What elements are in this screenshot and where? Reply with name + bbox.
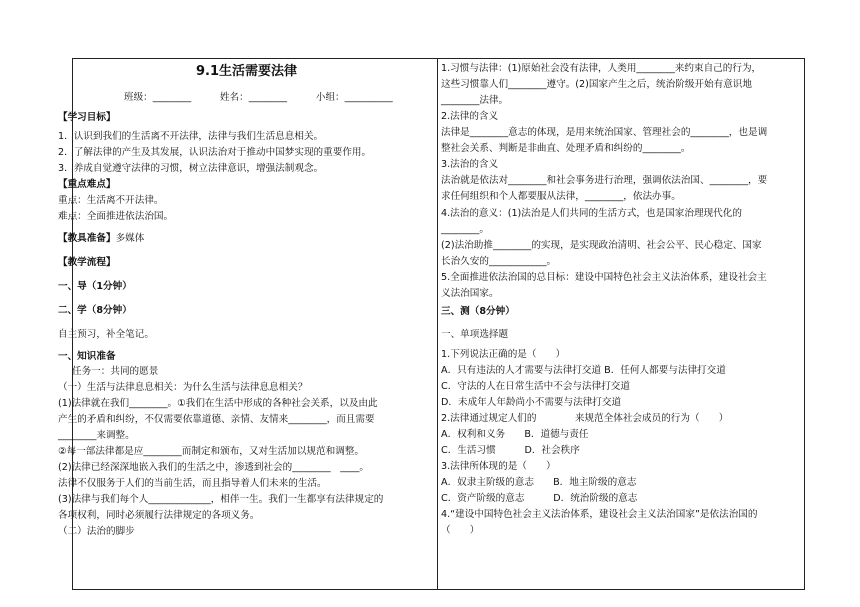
question-line: C．资产阶级的意志 D．统治阶级的意志 (441, 493, 638, 504)
right-text-line: ________。 (441, 224, 489, 235)
question-line: 3.法律所体现的是（ ） (441, 461, 556, 472)
question-line: A．只有违法的人才需要与法律打交道 B．任何人都要与法律打交道 (441, 365, 726, 376)
left-text-line: （二）法治的脚步 (58, 526, 135, 537)
question-line: D．未成年人年龄尚小不需要与法律打交道 (441, 397, 622, 408)
right-text-line: 5.全面推进依法治国的总目标：建设中国特色社会主义法治体系，建设社会主 (441, 272, 767, 283)
right-text-line: 长治久安的____________。 (441, 256, 557, 267)
left-text-line: 各项权利，同时必须履行法律规定的各项义务。 (58, 510, 260, 521)
left-text-line: ②每一部法律都是应________而制定和颁布，又对生活加以规范和调整。 (58, 446, 365, 457)
right-text-line: 整社会关系、判断是非曲直、处理矛盾和纠纷的________。 (441, 143, 691, 154)
right-text-line: ________法律。 (441, 95, 509, 106)
left-text-line: (3)法律与我们每个人_____________，相伴一生。我们一生都享有法律规定的 (58, 494, 384, 505)
question-line: C．生活习惯 D．社会秩序 (441, 445, 580, 456)
class-name-group-line: 班级：________ 姓名：________ 小组：__________ (124, 92, 393, 103)
column-divider (437, 58, 438, 590)
left-text-line: 法律不仅服务于人们的当前生活，而且指导着人们未来的生活。 (58, 478, 327, 489)
right-text-line: 1.习惯与法律：(1)原始社会没有法律，人类用________来约束自己的行为， (441, 63, 762, 74)
step-learn: 二、学（8分钟） (58, 305, 132, 316)
goal-1: 1．认识到我们的生活离不开法律，法律与我们生活息息相关。 (58, 131, 324, 142)
question-line: 4.“建设中国特色社会主义法治体系，建设社会主义法治国家”是依法治国的 (441, 509, 758, 520)
question-line: A．权利和义务 B．道德与责任 (441, 429, 589, 440)
right-text-line: 法律是________意志的体现，是用来统治国家、管理社会的________，也是调 (441, 127, 768, 138)
tools-line (58, 231, 144, 246)
right-text-line: (2)法治助推________的实现，是实现政治清明、社会公平、民心稳定、国家 (441, 240, 762, 251)
left-text-line: (2)法律已经深深地嵌入我们的生活之中，渗透到社会的________ ____。 (58, 462, 369, 473)
right-text-line: 求任何组织和个人都要服从法律，________，依法办事。 (441, 191, 681, 202)
goal-3: 3．养成自觉遵守法律的习惯，树立法律意识，增强法制观念。 (58, 163, 324, 174)
key-points-heading: 【重点难点】 (58, 179, 116, 190)
question-line: 1.下列说法正确的是（ ） (441, 349, 566, 360)
question-line: （ ） (441, 525, 480, 536)
prep-heading: 一、知识准备 (58, 351, 116, 362)
left-text-line: ________来调整。 (58, 430, 135, 441)
tools-heading: 【教具准备】 (58, 233, 116, 244)
question-line: A．奴隶主阶级的意志 B．地主阶级的意志 (441, 477, 637, 488)
right-text-line: 义法治国家。 (441, 288, 499, 299)
test-heading: 三、测（8分钟） (441, 306, 515, 317)
tools-value: 多媒体 (115, 233, 145, 244)
step-lead-in: 一、导（1分钟） (58, 281, 132, 292)
goals-heading: 【学习目标】 (58, 112, 116, 123)
right-text-line: 4.法治的意义：(1)法治是人们共同的生活方式，也是国家治理现代化的 (441, 208, 742, 219)
task-one: 任务一：共同的愿景 (72, 366, 159, 377)
mc-heading: 一、单项选择题 (441, 329, 509, 340)
page-title: 9.1生活需要法律 (196, 64, 298, 79)
self-study: 自主预习，补全笔记。 (58, 329, 154, 340)
left-text-line: (1)法律就在我们________。①我们在生活中形成的各种社会关系，以及由此 (58, 398, 378, 409)
sub-question-1: （一）生活与法律息息相关：为什么生活与法律息息相关？ (58, 382, 308, 393)
question-line: 2.法律通过规定人们的 来规范全体社会成员的行为（ ） (441, 413, 729, 424)
right-text-line: 2.法律的含义 (441, 111, 499, 122)
key-point: 重点：生活离不开法律。 (58, 195, 164, 206)
right-text-line: 3.法治的含义 (441, 159, 499, 170)
goal-2: 2．了解法律的产生及其发展，认识法治对于推动中国梦实现的重要作用。 (58, 147, 372, 158)
right-text-line: 法治就是依法对________和社会事务进行治理，强调依法治国、________，要 (441, 175, 768, 186)
left-text-line: 产生的矛盾和纠纷，不仅需要依靠道德、亲情、友情来________，而且需要 (58, 414, 375, 425)
difficult-point: 难点：全面推进依法治国。 (58, 211, 174, 222)
right-text-line: 这些习惯靠人们________遵守。(2)国家产生之后，统治阶级开始有意识地 (441, 79, 752, 90)
question-line: C．守法的人在日常生活中不会与法律打交道 (441, 381, 630, 392)
flow-heading: 【教学流程】 (58, 257, 116, 268)
